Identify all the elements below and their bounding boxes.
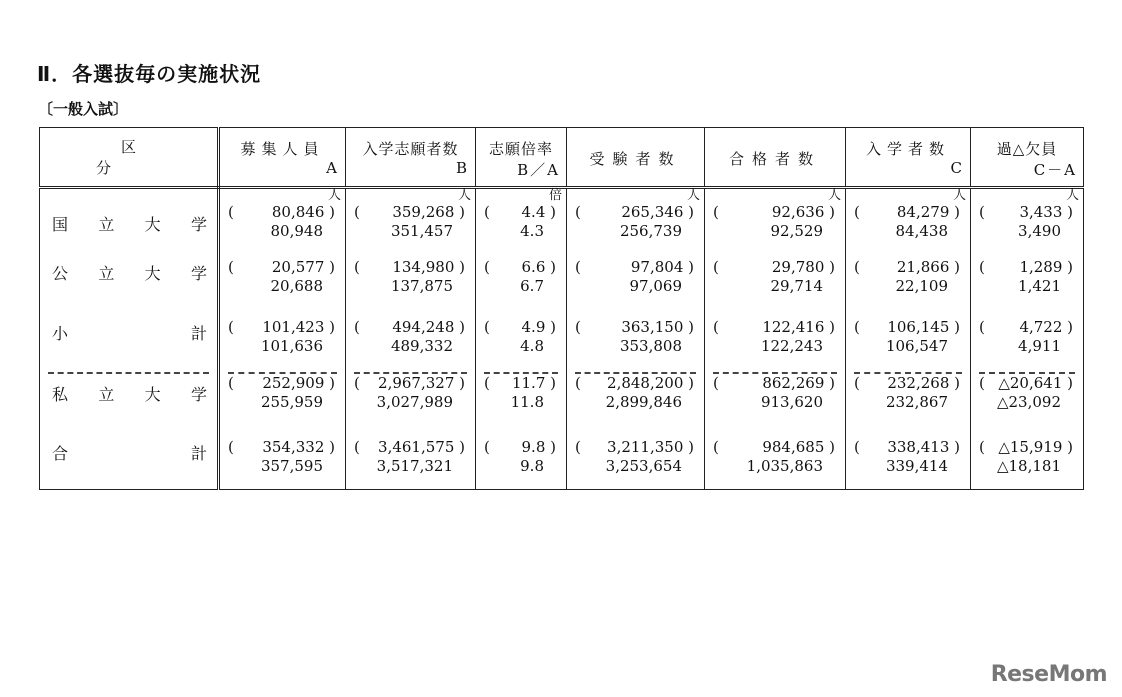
cell-pass <box>705 310 846 368</box>
row-label-char: 国 <box>52 215 69 234</box>
value-text: 232,268 ) <box>887 373 960 392</box>
sub-title: 〔一般入試〕 <box>38 100 129 118</box>
prev-year-value <box>971 318 1083 337</box>
value-text: 2,848,200 ) <box>607 373 694 392</box>
paren-open: ( <box>854 257 860 276</box>
prev-year-value <box>705 258 845 277</box>
paren-open: ( <box>484 373 490 392</box>
cell-b <box>346 310 476 368</box>
cell-exam <box>567 310 705 368</box>
paren-open: ( <box>354 437 360 456</box>
paren-open: ( <box>575 373 581 392</box>
prev-year-value <box>567 318 704 337</box>
prev-year-value <box>346 318 475 337</box>
row-label <box>40 324 217 343</box>
current-value: 2,899,846 <box>605 392 682 411</box>
prev-year-value <box>476 374 566 393</box>
section-title: Ⅱ．各選抜毎の実施状況 <box>37 62 262 86</box>
paren-open: ( <box>228 373 234 392</box>
value-text: 80,846 ) <box>271 203 335 221</box>
value-text: 984,685 ) <box>762 437 835 456</box>
row-label-spacer <box>40 374 217 385</box>
value-text: 862,269 ) <box>762 373 835 392</box>
value-text: 494,248 ) <box>392 317 465 336</box>
table-row <box>40 310 1084 368</box>
current-value: 255,959 <box>260 392 323 411</box>
current-value: 137,875 <box>390 276 453 295</box>
cell-ratio <box>476 310 567 368</box>
paren-open: ( <box>575 203 581 221</box>
paren-open: ( <box>484 257 490 276</box>
value-text: 3,461,575 ) <box>378 437 465 456</box>
prev-year-value <box>846 318 970 337</box>
prev-year-value <box>346 258 475 277</box>
cell-a <box>219 430 346 490</box>
value-text: 106,145 ) <box>887 317 960 336</box>
value-text: 6.6 ) <box>521 257 556 276</box>
unit-spacer <box>40 189 217 203</box>
header-recruit: 募集人員 A <box>219 128 346 188</box>
row-label-char: 私 <box>52 384 69 404</box>
current-value: 353,808 <box>619 336 682 355</box>
value-text: 4,722 ) <box>1019 317 1073 336</box>
unit-label: 人 <box>327 188 341 203</box>
row-label-char: 計 <box>190 443 207 463</box>
paren-open: ( <box>854 373 860 392</box>
value-text: 338,413 ) <box>887 437 960 456</box>
value-text: 92,636 ) <box>771 203 835 221</box>
paren-open: ( <box>484 437 490 456</box>
cell-c <box>846 368 971 430</box>
cell-exam <box>567 250 705 310</box>
prev-year-value <box>705 318 845 337</box>
value-text: 3,211,350 ) <box>607 437 694 456</box>
current-value: 92,529 <box>770 222 823 240</box>
row-label <box>40 444 217 463</box>
prev-year-value <box>220 203 345 222</box>
row-label-char: 学 <box>190 384 207 404</box>
unit-label: 人 <box>457 188 471 203</box>
prev-year-value <box>346 374 475 393</box>
paren-open: ( <box>979 203 985 221</box>
paren-open: ( <box>575 317 581 336</box>
cell-ratio <box>476 250 567 310</box>
prev-year-value <box>220 318 345 337</box>
prev-year-value <box>220 258 345 277</box>
value-text: 122,416 ) <box>762 317 835 336</box>
cell-diff <box>971 368 1084 430</box>
current-value: 9.8 <box>520 456 544 475</box>
paren-open: ( <box>228 257 234 276</box>
prev-year-value <box>846 438 970 457</box>
current-value: 913,620 <box>760 392 823 411</box>
current-value: 3,253,654 <box>605 456 682 475</box>
resemom-logo: ReseMom <box>990 662 1107 687</box>
row-label-spacer <box>40 203 217 215</box>
prev-year-value <box>971 203 1083 222</box>
paren-open: ( <box>575 437 581 456</box>
header-applicants: 入学志願者数 B <box>346 128 476 188</box>
paren-open: ( <box>713 317 719 336</box>
paren-open: ( <box>713 257 719 276</box>
current-value: 20,688 <box>270 276 323 295</box>
row-label-cell <box>40 250 219 310</box>
prev-year-value <box>971 438 1083 457</box>
cell-c <box>846 430 971 490</box>
row-label-char: 合 <box>52 443 69 463</box>
paren-open: ( <box>854 437 860 456</box>
table-row <box>40 188 1084 250</box>
paren-open: ( <box>854 203 860 221</box>
paren-open: ( <box>575 257 581 276</box>
value-text: 354,332 ) <box>262 437 335 456</box>
cell-b <box>346 368 476 430</box>
paren-open: ( <box>484 317 490 336</box>
value-text: 134,980 ) <box>392 257 465 276</box>
unit-label: 倍 <box>548 188 562 203</box>
paren-open: ( <box>713 203 719 221</box>
paren-open: ( <box>354 203 360 221</box>
current-value: 3,490 <box>1018 222 1061 240</box>
row-label-cell <box>40 368 219 430</box>
cell-b <box>346 430 476 490</box>
table-row <box>40 368 1084 430</box>
cell-c <box>846 250 971 310</box>
current-value: 3,027,989 <box>376 392 453 411</box>
header-enrolled: 入学者数 C <box>846 128 971 188</box>
prev-year-value <box>971 374 1083 393</box>
value-text: 101,423 ) <box>262 317 335 336</box>
current-value: 106,547 <box>885 336 948 355</box>
paren-open: ( <box>854 317 860 336</box>
row-label-char: 大 <box>144 215 161 234</box>
row-label <box>40 385 217 404</box>
cell-a <box>219 188 346 250</box>
row-label-spacer <box>40 250 217 264</box>
current-value: 29,714 <box>770 276 823 295</box>
current-value: 351,457 <box>390 222 453 240</box>
cell-b <box>346 250 476 310</box>
cell-diff <box>971 250 1084 310</box>
current-value: 101,636 <box>260 336 323 355</box>
prev-year-value <box>705 203 845 222</box>
prev-year-value <box>846 374 970 393</box>
value-text: 1,289 ) <box>1019 257 1073 276</box>
value-text: 11.7 ) <box>511 373 556 392</box>
paren-open: ( <box>228 317 234 336</box>
header-shortage: 過△欠員 C－A <box>971 128 1084 188</box>
table-row <box>40 250 1084 310</box>
row-label-char: 小 <box>52 323 69 343</box>
paren-open: ( <box>979 257 985 276</box>
cell-ratio <box>476 368 567 430</box>
cell-ratio <box>476 188 567 250</box>
header-kubun: 区分 <box>40 128 219 188</box>
prev-year-value <box>846 258 970 277</box>
value-text: 29,780 ) <box>771 257 835 276</box>
current-value: 11.8 <box>510 392 544 411</box>
current-value: △23,092 <box>996 392 1061 411</box>
cell-pass <box>705 250 846 310</box>
cell-exam <box>567 188 705 250</box>
value-text: △20,641 ) <box>998 373 1073 392</box>
prev-year-value <box>476 318 566 337</box>
value-text: 265,346 ) <box>621 203 694 221</box>
row-label-char: 大 <box>144 263 161 283</box>
cell-pass <box>705 430 846 490</box>
paren-open: ( <box>484 203 490 221</box>
row-label-cell <box>40 188 219 250</box>
prev-year-value <box>705 374 845 393</box>
current-value: 1,035,863 <box>746 456 823 475</box>
current-value: 80,948 <box>270 222 323 240</box>
prev-year-value <box>346 438 475 457</box>
row-label <box>40 264 217 283</box>
value-text: 3,433 ) <box>1019 203 1073 221</box>
header-passers: 合格者数 <box>705 128 846 188</box>
paren-open: ( <box>228 437 234 456</box>
prev-year-value <box>220 374 345 393</box>
current-value: 357,595 <box>260 456 323 475</box>
header-examinees: 受験者数 <box>567 128 705 188</box>
current-value: 232,867 <box>885 392 948 411</box>
current-value: 4,911 <box>1018 336 1061 355</box>
admissions-table <box>39 127 1084 490</box>
row-label-cell <box>40 430 219 490</box>
prev-year-value <box>846 203 970 222</box>
value-text: 84,279 ) <box>896 203 960 221</box>
header-row <box>40 128 1084 188</box>
current-value: 6.7 <box>520 276 544 295</box>
prev-year-value <box>346 203 475 222</box>
value-text: 363,150 ) <box>621 317 694 336</box>
prev-year-value <box>567 203 704 222</box>
current-value: 339,414 <box>885 456 948 475</box>
cell-a <box>219 250 346 310</box>
row-label <box>40 215 217 234</box>
value-text: 4.4 ) <box>521 203 556 221</box>
prev-year-value <box>567 258 704 277</box>
current-value: 122,243 <box>760 336 823 355</box>
header-ratio: 志願倍率 B／A <box>476 128 567 188</box>
row-label-char: 立 <box>98 263 115 283</box>
value-text: 2,967,327 ) <box>378 373 465 392</box>
cell-pass <box>705 188 846 250</box>
unit-label: 人 <box>686 188 700 203</box>
cell-diff <box>971 188 1084 250</box>
paren-open: ( <box>354 257 360 276</box>
current-value: 256,739 <box>619 222 682 240</box>
current-value: 84,438 <box>895 222 948 240</box>
paren-open: ( <box>228 203 234 221</box>
cell-exam <box>567 368 705 430</box>
value-text: 20,577 ) <box>271 257 335 276</box>
prev-year-value <box>971 258 1083 277</box>
prev-year-value <box>476 203 566 222</box>
prev-year-value <box>567 438 704 457</box>
paren-open: ( <box>979 317 985 336</box>
cell-c <box>846 310 971 368</box>
paren-open: ( <box>979 373 985 392</box>
row-label-char: 学 <box>190 215 207 234</box>
current-value: △18,181 <box>996 456 1061 475</box>
row-label-spacer <box>40 430 217 444</box>
cell-a <box>219 368 346 430</box>
paren-open: ( <box>354 373 360 392</box>
cell-c <box>846 188 971 250</box>
row-label-char: 大 <box>144 384 161 404</box>
cell-diff <box>971 430 1084 490</box>
value-text: 252,909 ) <box>262 373 335 392</box>
prev-year-value <box>476 438 566 457</box>
paren-open: ( <box>354 317 360 336</box>
value-text: △15,919 ) <box>998 437 1073 456</box>
current-value: 22,109 <box>895 276 948 295</box>
paren-open: ( <box>713 373 719 392</box>
row-label-char: 立 <box>98 215 115 234</box>
row-label-char: 公 <box>52 263 69 283</box>
cell-exam <box>567 430 705 490</box>
cell-pass <box>705 368 846 430</box>
paren-open: ( <box>713 437 719 456</box>
row-label-spacer <box>40 310 217 324</box>
unit-label: 人 <box>827 188 841 203</box>
row-label-char: 立 <box>98 384 115 404</box>
cell-diff <box>971 310 1084 368</box>
cell-b <box>346 188 476 250</box>
unit-label: 人 <box>952 188 966 203</box>
current-value: 4.3 <box>520 222 544 240</box>
row-label-char: 学 <box>190 263 207 283</box>
cell-ratio <box>476 430 567 490</box>
cell-a <box>219 310 346 368</box>
paren-open: ( <box>979 437 985 456</box>
prev-year-value <box>476 258 566 277</box>
prev-year-value <box>567 374 704 393</box>
unit-label: 人 <box>1065 188 1079 203</box>
current-value: 4.8 <box>520 336 544 355</box>
current-value: 3,517,321 <box>376 456 453 475</box>
prev-year-value <box>220 438 345 457</box>
value-text: 359,268 ) <box>392 203 465 221</box>
row-label-char: 計 <box>190 323 207 343</box>
value-text: 21,866 ) <box>896 257 960 276</box>
current-value: 97,069 <box>629 276 682 295</box>
row-label-cell <box>40 310 219 368</box>
value-text: 9.8 ) <box>521 437 556 456</box>
prev-year-value <box>705 438 845 457</box>
current-value: 1,421 <box>1018 276 1061 295</box>
current-value: 489,332 <box>390 336 453 355</box>
value-text: 4.9 ) <box>521 317 556 336</box>
value-text: 97,804 ) <box>630 257 694 276</box>
table-row <box>40 430 1084 490</box>
